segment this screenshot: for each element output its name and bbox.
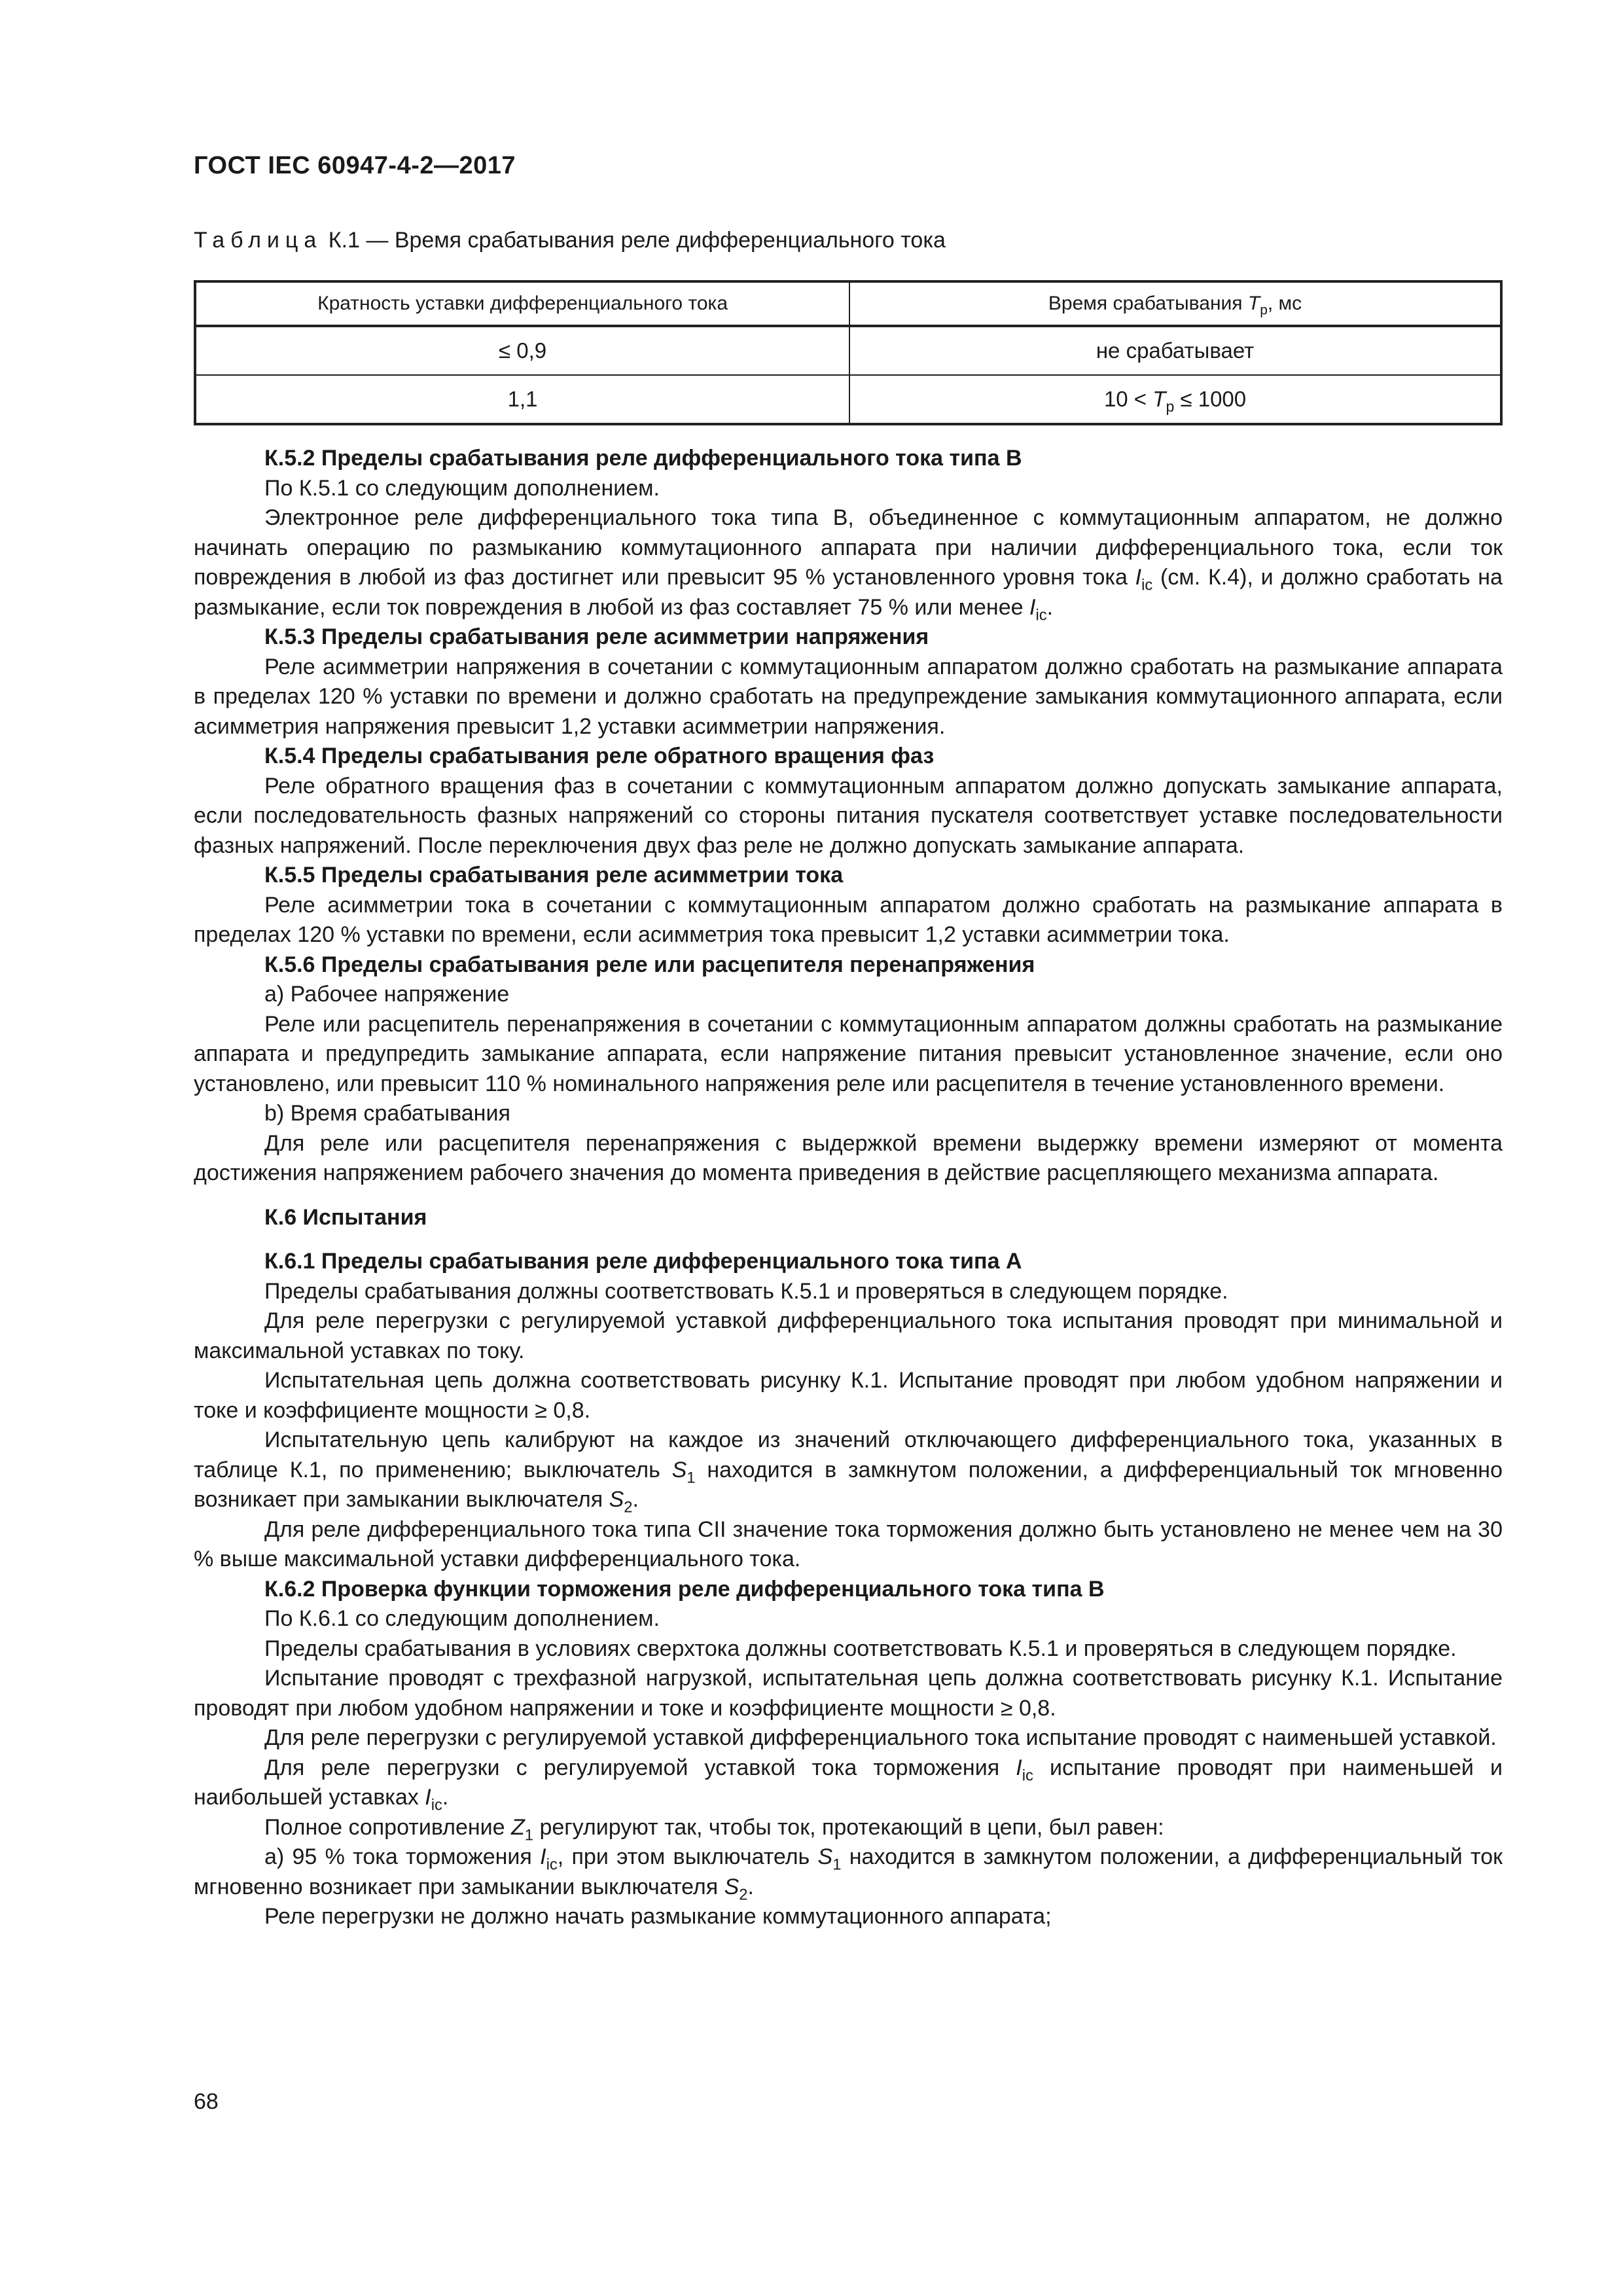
section-heading: К.5.6 Пределы срабатывания реле или расцепителя перенапряжения: [264, 952, 1035, 977]
paragraph: Для реле перегрузки с регулируемой уставкой тока торможения $I_{ic}$ испытание проводят при наименьшей и наибольшей уставках $I_{ic}$.: [194, 1755, 1503, 1814]
paragraph: Реле перегрузки не должно начать размыкание коммутационного аппарата;: [264, 1904, 1052, 1929]
section-heading: К.5.2 Пределы срабатывания реле дифференциального тока типа В: [264, 446, 1022, 471]
section-heading: К.5.5 Пределы срабатывания реле асимметрии тока: [264, 863, 844, 888]
list-item-label: а) Рабочее напряжение: [264, 982, 510, 1007]
table-row: [195, 326, 1501, 375]
paragraph: По К.6.1 со следующим дополнением.: [264, 1606, 660, 1631]
table-caption-word: Таблица: [194, 228, 323, 253]
table-cell: не срабатывает: [849, 326, 1501, 375]
table-cell: 1,1: [195, 375, 849, 424]
paragraph: Испытание проводят с трехфазной нагрузкой, испытательная цепь должна соответствовать рисунку К.1. Испытание проводят при любом удобном напряжении и токе и коэффициенте мощности ≥ 0,8.: [194, 1666, 1503, 1721]
table-header-row: [195, 281, 1501, 326]
paragraph: Для реле перегрузки с регулируемой уставкой дифференциального тока испытание проводят с наименьшей уставкой.: [264, 1725, 1497, 1750]
section-heading: К.6 Испытания: [264, 1204, 427, 1230]
paragraph: Реле асимметрии напряжения в сочетании с коммутационным аппаратом должно сработать на размыкание аппарата в пределах 120 % уставки по времени и должно сработать на предупреждение замыкания коммутационного аппарата, если асимметрия напряжения превысит 1,2 уставки асимметрии напряжения.: [194, 654, 1503, 739]
table-header-multiplicity: Кратность уставки дифференциального тока: [195, 281, 849, 326]
paragraph: Испытательная цепь должна соответствовать рисунку К.1. Испытание проводят при любом удобном напряжении и токе и коэффициенте мощности ≥ 0,8.: [194, 1368, 1503, 1423]
paragraph: Для реле перегрузки с регулируемой уставкой дифференциального тока испытания проводят при минимальной и максимальной уставках по току.: [194, 1308, 1503, 1363]
document-header: ГОСТ IEC 60947-4-2—2017: [194, 152, 516, 179]
section-heading: К.6.1 Пределы срабатывания реле дифференциального тока типа А: [264, 1249, 1022, 1274]
paragraph: Реле обратного вращения фаз в сочетании с коммутационным аппаратом должно допускать замыкание аппарата, если последовательность фазных напряжений со стороны питания пускателя соответствует уставке последовательности фазных напряжений. После переключения двух фаз реле не должно допускать замыкание аппарата.: [194, 773, 1503, 858]
table-header-time: Время срабатывания $T_p$, мс: [849, 281, 1501, 326]
paragraph: а) 95 % тока торможения $I_{ic}$, при этом выключатель $S_1$ находится в замкнутом положении, а дифференциальный ток мгновенно возникает при замыкании выключателя $S_2$.: [194, 1844, 1503, 1903]
section-heading: К.6.2 Проверка функции торможения реле дифференциального тока типа В: [264, 1576, 1105, 1602]
paragraph: Электронное реле дифференциального тока типа В, объединенное с коммутационным аппаратом, не должно начинать операцию по размыканию коммутационного аппарата при наличии дифференциального тока, если ток повреждения в любой из фаз достигнет или превысит 95 % установленного уровня тока $I_{ic}$ (см. К.4), и должно сработать на размыкание, если ток повреждения в любой из фаз составляет 75 % или менее $I_{ic}$.: [194, 505, 1503, 624]
paragraph: Пределы срабатывания в условиях сверхтока должны соответствовать К.5.1 и проверяться в следующем порядке.: [264, 1636, 1457, 1661]
section-heading: К.5.4 Пределы срабатывания реле обратного вращения фаз: [264, 744, 935, 768]
response-time-table: [194, 280, 1503, 425]
paragraph: Для реле или расцепителя перенапряжения с выдержкой времени выдержку времени измеряют от момента достижения напряжением рабочего значения до момента приведения в действие расцепляющего механизма аппарата.: [194, 1130, 1503, 1185]
document-body: [194, 444, 1503, 1932]
table-row: [195, 375, 1501, 424]
table-cell: $10 < T_p \le 1000$: [849, 375, 1501, 424]
table-cell: ≤ 0,9: [195, 326, 849, 375]
paragraph: Пределы срабатывания должны соответствовать К.5.1 и проверяться в следующем порядке.: [264, 1278, 1228, 1304]
list-item-label: b) Время срабатывания: [264, 1101, 510, 1126]
paragraph: Полное сопротивление $Z_1$ регулируют так, чтобы ток, протекающий в цепи, был равен:: [264, 1814, 1164, 1844]
section-heading: К.5.3 Пределы срабатывания реле асимметрии напряжения: [264, 624, 929, 649]
paragraph: Реле асимметрии тока в сочетании с коммутационным аппаратом должно сработать на размыкание аппарата в пределах 120 % уставки по времени, если асимметрия тока превысит 1,2 уставки асимметрии тока.: [194, 892, 1503, 947]
paragraph: Испытательную цепь калибруют на каждое из значений отключающего дифференциального тока, указанных в таблице К.1, по применению; выключатель $S_1$ находится в замкнутом положении, а дифференциальный ток мгновенно возникает при замыкании выключателя $S_2$.: [194, 1427, 1503, 1516]
table-caption: [194, 228, 946, 253]
paragraph: Реле или расцепитель перенапряжения в сочетании с коммутационным аппаратом должны сработать на размыкание аппарата и предупредить замыкание аппарата, если напряжение питания превысит установленное значение, если оно установлено, или превысит 110 % номинального напряжения реле или расцепителя в течение установленного времени.: [194, 1011, 1503, 1096]
page-number: 68: [194, 2089, 219, 2114]
paragraph: По К.5.1 со следующим дополнением.: [264, 475, 660, 501]
table-caption-text: К.1 — Время срабатывания реле дифференциального тока: [322, 228, 946, 253]
paragraph: Для реле дифференциального тока типа СII значение тока торможения должно быть установлено не менее чем на 30 % выше максимальной уставки дифференциального тока.: [194, 1516, 1503, 1571]
